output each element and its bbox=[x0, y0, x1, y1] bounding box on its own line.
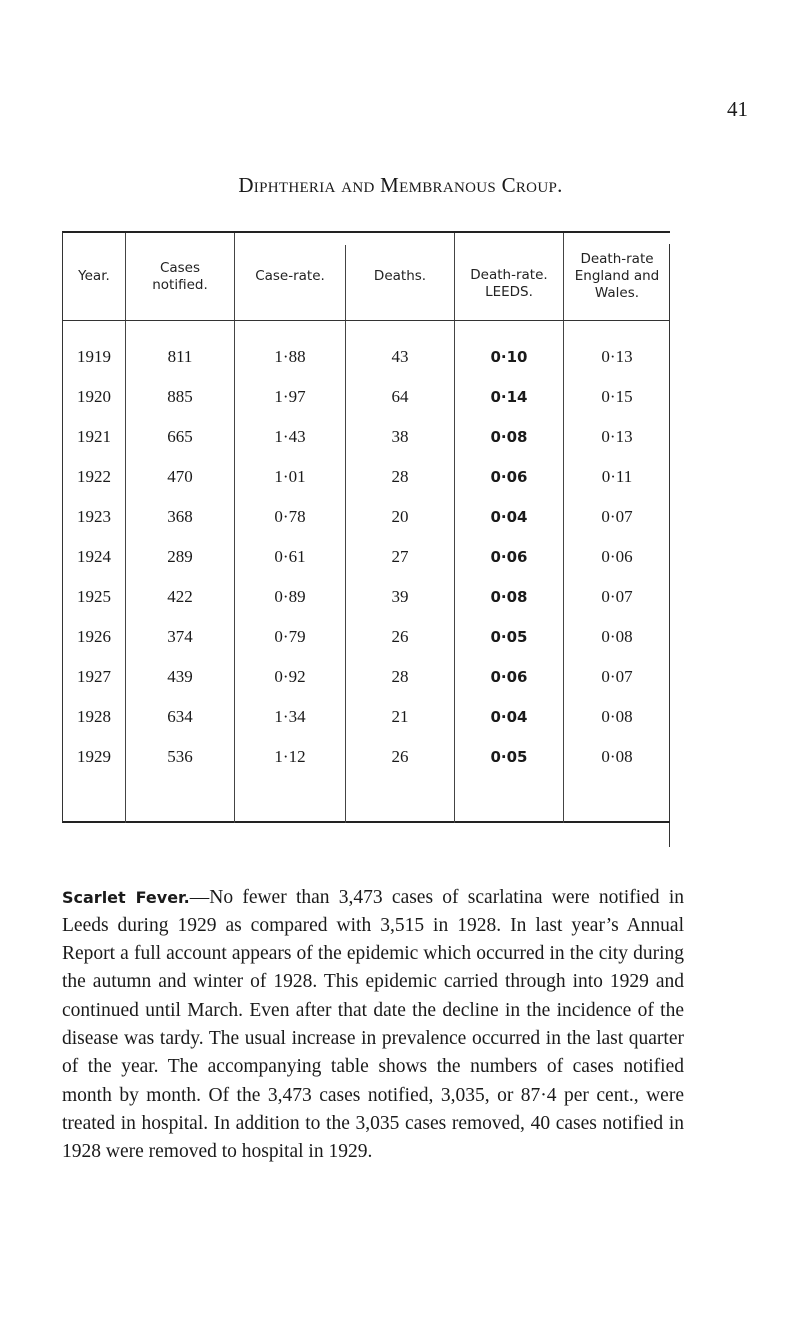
header-case-rate: Case-rate. bbox=[255, 268, 325, 284]
cell-deaths: 27 bbox=[391, 547, 409, 566]
cell-death-rate-leeds: 0·10 bbox=[490, 348, 528, 366]
header-death-rate-leeds: Death-rate. LEEDS. bbox=[470, 266, 548, 300]
table-row bbox=[63, 377, 669, 417]
cell-case-rate: 0·89 bbox=[274, 587, 306, 606]
table-row bbox=[63, 617, 669, 657]
scarlet-fever-paragraph bbox=[62, 884, 684, 1167]
header-year: Year. bbox=[78, 268, 110, 284]
cell-year: 1923 bbox=[77, 507, 111, 526]
cell-cases: 665 bbox=[167, 427, 193, 446]
cell-death-rate-leeds: 0·05 bbox=[490, 748, 528, 766]
cell-year: 1922 bbox=[77, 467, 111, 486]
table-row bbox=[63, 577, 669, 617]
cell-cases: 374 bbox=[167, 627, 193, 646]
cell-year: 1925 bbox=[77, 587, 111, 606]
cell-cases: 422 bbox=[167, 587, 193, 606]
cell-deaths: 64 bbox=[391, 387, 409, 406]
cell-cases: 289 bbox=[167, 547, 193, 566]
header-death-rate-england-wales: Death-rate England and Wales. bbox=[574, 251, 660, 301]
cell-death-rate-leeds: 0·14 bbox=[490, 388, 528, 406]
cell-death-rate-england-wales: 0·08 bbox=[601, 627, 633, 646]
scarlet-fever-heading: Scarlet Fever. bbox=[62, 887, 190, 907]
cell-cases: 811 bbox=[167, 347, 193, 366]
cell-case-rate: 1·97 bbox=[274, 387, 306, 406]
cell-case-rate: 1·88 bbox=[274, 347, 306, 366]
scarlet-fever-body: —No fewer than 3,473 cases of scarlatina were notified in Leeds during 1929 as compared with 3,515 in 1928. In last year’s Annual Report a full account appears of the epidemic which occurred in the city during the autumn and winter of 1928. This epidemic carried through into 1929 and continued until March. Even after that date the decline in the incidence of the disease was tardy. The usual increase in prevalence occurred in the last quarter of the year. The accompanying table shows the numbers of cases notified month by month. Of the 3,473 cases notified, 3,035, or 87·4 per cent., were treated in hospital. In addition to the 3,035 cases removed, 40 cases notified in 1928 were removed to hospital in 1929. bbox=[62, 886, 684, 1163]
header-deaths: Deaths. bbox=[373, 268, 427, 284]
cell-death-rate-leeds: 0·04 bbox=[490, 708, 528, 726]
cell-deaths: 43 bbox=[391, 347, 409, 366]
cell-deaths: 38 bbox=[391, 427, 409, 446]
cell-year: 1920 bbox=[77, 387, 111, 406]
cell-death-rate-leeds: 0·06 bbox=[490, 668, 528, 686]
cell-case-rate: 1·43 bbox=[274, 427, 306, 446]
cell-cases: 470 bbox=[167, 467, 193, 486]
cell-death-rate-england-wales: 0·13 bbox=[601, 347, 633, 366]
header-cases-notified: Cases notified. bbox=[152, 259, 208, 293]
cell-deaths: 26 bbox=[391, 747, 409, 766]
cell-death-rate-leeds: 0·05 bbox=[490, 628, 528, 646]
cell-death-rate-england-wales: 0·11 bbox=[601, 467, 633, 486]
cell-death-rate-england-wales: 0·07 bbox=[601, 667, 633, 686]
cell-deaths: 21 bbox=[391, 707, 409, 726]
header-divider bbox=[63, 320, 669, 321]
page-number: 41 bbox=[727, 97, 748, 121]
cell-case-rate: 1·01 bbox=[274, 467, 306, 486]
cell-cases: 634 bbox=[167, 707, 193, 726]
cell-death-rate-england-wales: 0·07 bbox=[601, 507, 633, 526]
cell-deaths: 20 bbox=[391, 507, 409, 526]
cell-case-rate: 0·61 bbox=[274, 547, 306, 566]
page-title: Diphtheria and Membranous Croup. bbox=[238, 173, 563, 197]
cell-year: 1919 bbox=[77, 347, 111, 366]
cell-death-rate-leeds: 0·06 bbox=[490, 548, 528, 566]
cell-year: 1921 bbox=[77, 427, 111, 446]
cell-deaths: 28 bbox=[391, 667, 409, 686]
table-row bbox=[63, 737, 669, 777]
cell-death-rate-england-wales: 0·15 bbox=[601, 387, 633, 406]
cell-death-rate-england-wales: 0·06 bbox=[601, 547, 633, 566]
cell-case-rate: 0·92 bbox=[274, 667, 306, 686]
cell-year: 1927 bbox=[77, 667, 111, 686]
cell-year: 1926 bbox=[77, 627, 111, 646]
table-row bbox=[63, 457, 669, 497]
cell-case-rate: 1·12 bbox=[274, 747, 306, 766]
cell-cases: 368 bbox=[167, 507, 193, 526]
cell-deaths: 26 bbox=[391, 627, 409, 646]
cell-year: 1924 bbox=[77, 547, 111, 566]
cell-death-rate-england-wales: 0·08 bbox=[601, 707, 633, 726]
cell-death-rate-leeds: 0·06 bbox=[490, 468, 528, 486]
cell-case-rate: 1·34 bbox=[274, 707, 306, 726]
cell-year: 1929 bbox=[77, 747, 111, 766]
cell-cases: 439 bbox=[167, 667, 193, 686]
cell-death-rate-leeds: 0·08 bbox=[490, 588, 528, 606]
cell-death-rate-england-wales: 0·13 bbox=[601, 427, 633, 446]
cell-deaths: 28 bbox=[391, 467, 409, 486]
cell-case-rate: 0·78 bbox=[274, 507, 306, 526]
table-row bbox=[63, 657, 669, 697]
cell-death-rate-leeds: 0·08 bbox=[490, 428, 528, 446]
cell-year: 1928 bbox=[77, 707, 111, 726]
cell-death-rate-england-wales: 0·07 bbox=[601, 587, 633, 606]
table-row bbox=[63, 537, 669, 577]
table-row bbox=[63, 417, 669, 457]
cell-death-rate-england-wales: 0·08 bbox=[601, 747, 633, 766]
cell-cases: 885 bbox=[167, 387, 193, 406]
table-row bbox=[63, 337, 669, 377]
cell-cases: 536 bbox=[167, 747, 193, 766]
cell-deaths: 39 bbox=[391, 587, 409, 606]
diphtheria-table bbox=[62, 231, 670, 823]
table-row bbox=[63, 497, 669, 537]
cell-death-rate-leeds: 0·04 bbox=[490, 508, 528, 526]
table-row bbox=[63, 697, 669, 737]
cell-case-rate: 0·79 bbox=[274, 627, 306, 646]
